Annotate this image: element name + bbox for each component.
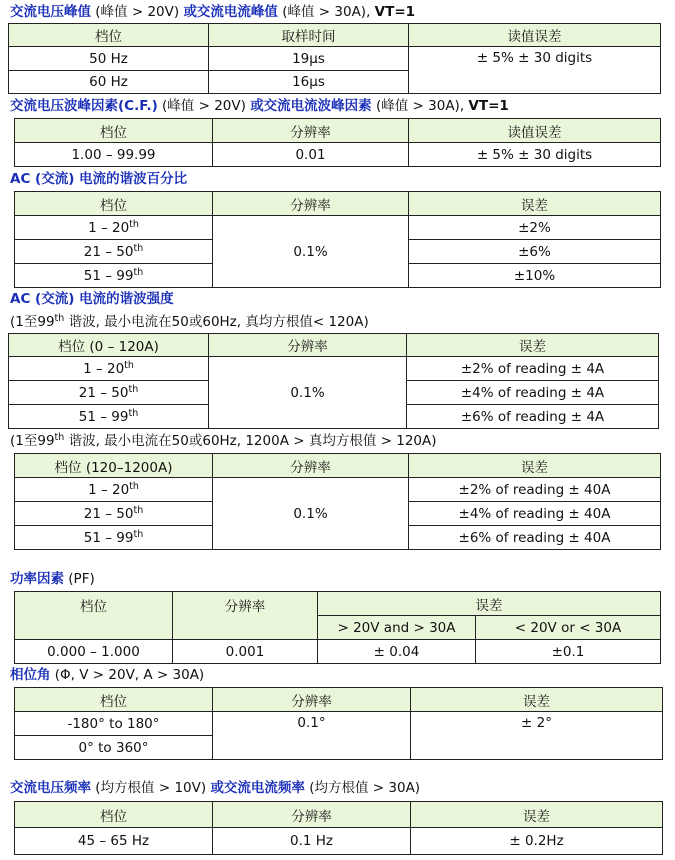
header-row (15, 192, 661, 216)
header-row (9, 334, 659, 357)
header-error: 误差 (409, 192, 661, 216)
header-error: 误差 (411, 688, 663, 712)
range-cell: 51 – 99th (15, 264, 213, 288)
error-cell: ±4% of reading ± 40A (409, 502, 661, 526)
error-cell: ± 2° (411, 712, 663, 760)
section-title-ac-peak: 交流电压峰值 (峰值 > 20V) 或交流电流峰值 (峰值 > 30A), VT=1 (10, 4, 416, 20)
error-cell: ±6% (409, 240, 661, 264)
section-title-frequency: 交流电压频率 (均方根值 > 10V) 或交流电流频率 (均方根值 > 30A) (10, 780, 421, 796)
note-above-120a: (1至99th 谐波, 最小电流在50或60Hz, 1200A > 真均方根值 > 120A) (10, 432, 437, 449)
harmonic-percent-table (14, 191, 661, 288)
resolution-cell: 0.01 (213, 143, 409, 167)
section-title-phase-angle: 相位角 (Φ, V > 20V, A > 30A) (10, 667, 205, 683)
sampling-cell: 16µs (209, 71, 409, 94)
error-cell: ± 0.04 (318, 640, 476, 664)
error-cell: ±6% of reading ± 40A (409, 526, 661, 550)
note-below-120a: (1至99th 谐波, 最小电流在50或60Hz, 真均方根值< 120A) (10, 313, 369, 330)
resolution-cell: 0.1% (209, 357, 407, 429)
error-cell: ±6% of reading ± 4A (407, 405, 659, 429)
table-row (15, 712, 663, 736)
header-range: 档位 (15, 192, 213, 216)
header-resolution: 分辨率 (213, 119, 409, 143)
table-row (15, 143, 661, 167)
header-resolution: 分辨率 (213, 802, 411, 828)
header-resolution: 分辨率 (209, 334, 407, 357)
frequency-table (14, 801, 663, 855)
table-row (15, 216, 661, 240)
header-reading-error: 读值误差 (409, 119, 661, 143)
ac-peak-table (8, 23, 661, 94)
range-cell: 21 – 50th (15, 502, 213, 526)
range-cell: 0.000 – 1.000 (15, 640, 173, 664)
range-cell: 21 – 50th (15, 240, 213, 264)
header-error: 误差 (407, 334, 659, 357)
header-row (15, 688, 663, 712)
error-cell: ± 5% ± 30 digits (409, 47, 661, 94)
range-cell: 45 – 65 Hz (15, 828, 213, 855)
resolution-cell: 0.001 (173, 640, 318, 664)
table-row (15, 640, 661, 664)
header-range: 档位 (15, 592, 173, 640)
header-row (15, 802, 663, 828)
header-row (15, 119, 661, 143)
sampling-cell: 19µs (209, 47, 409, 71)
table-row (9, 47, 661, 71)
section-title-power-factor: 功率因素 (PF) (10, 571, 95, 587)
header-error: 误差 (409, 454, 661, 478)
header-resolution: 分辨率 (173, 592, 318, 640)
error-cell: ±2% of reading ± 4A (407, 357, 659, 381)
header-row (15, 592, 661, 616)
error-cell: ±2% of reading ± 40A (409, 478, 661, 502)
range-cell: 51 – 99th (15, 526, 213, 550)
error-cell: ± 5% ± 30 digits (409, 143, 661, 167)
error-cell: ±2% (409, 216, 661, 240)
header-row (15, 454, 661, 478)
table-row (15, 828, 663, 855)
header-sampling-time: 取样时间 (209, 24, 409, 47)
error-cell: ±4% of reading ± 4A (407, 381, 659, 405)
header-error: 误差 (318, 592, 661, 616)
header-resolution: 分辨率 (213, 688, 411, 712)
section-title-harmonic-percent: AC (交流) 电流的谐波百分比 (10, 171, 188, 187)
phase-angle-table (14, 687, 663, 760)
header-resolution: 分辨率 (213, 192, 409, 216)
range-cell: 1.00 – 99.99 (15, 143, 213, 167)
subheader-above: > 20V and > 30A (318, 616, 476, 640)
range-cell: 1 – 20th (9, 357, 209, 381)
resolution-cell: 0.1 Hz (213, 828, 411, 855)
power-factor-table (14, 591, 661, 664)
header-reading-error: 读值误差 (409, 24, 661, 47)
harmonic-magnitude-table-high (14, 453, 661, 550)
header-error: 误差 (411, 802, 663, 828)
error-cell: ± 0.2Hz (411, 828, 663, 855)
error-cell: ±0.1 (476, 640, 661, 664)
range-cell: 21 – 50th (9, 381, 209, 405)
header-range: 档位 (120–1200A) (15, 454, 213, 478)
harmonic-magnitude-table-low (8, 333, 659, 429)
header-range: 档位 (9, 24, 209, 47)
header-range: 档位 (0 – 120A) (9, 334, 209, 357)
header-row (9, 24, 661, 47)
header-resolution: 分辨率 (213, 454, 409, 478)
table-row (9, 357, 659, 381)
section-title-crest-factor: 交流电压波峰因素(C.F.) (峰值 > 20V) 或交流电流波峰因素 (峰值 > 30A), VT=1 (10, 98, 509, 114)
crest-factor-table (14, 118, 661, 167)
header-range: 档位 (15, 802, 213, 828)
header-range: 档位 (15, 119, 213, 143)
error-cell: ±10% (409, 264, 661, 288)
section-title-harmonic-magnitude: AC (交流) 电流的谐波强度 (10, 291, 174, 307)
range-cell: 1 – 20th (15, 216, 213, 240)
range-cell: 0° to 360° (15, 736, 213, 760)
range-cell: 1 – 20th (15, 478, 213, 502)
header-range: 档位 (15, 688, 213, 712)
subheader-below: < 20V or < 30A (476, 616, 661, 640)
resolution-cell: 0.1% (213, 216, 409, 288)
range-cell: 60 Hz (9, 71, 209, 94)
range-cell: 51 – 99th (9, 405, 209, 429)
table-row (15, 478, 661, 502)
resolution-cell: 0.1° (213, 712, 411, 760)
resolution-cell: 0.1% (213, 478, 409, 550)
range-cell: -180° to 180° (15, 712, 213, 736)
range-cell: 50 Hz (9, 47, 209, 71)
